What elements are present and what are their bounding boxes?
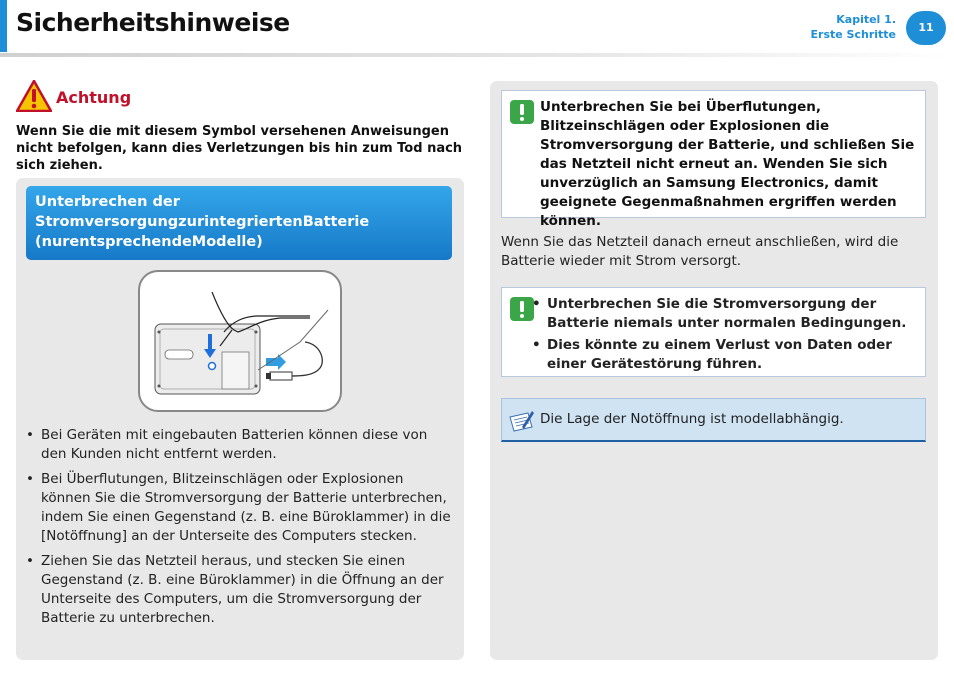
caution-heading bbox=[16, 80, 136, 114]
reconnect-note: Wenn Sie das Netzteil danach erneut anschließen, wird die Batterie wieder mit Strom versorgt. bbox=[501, 234, 899, 269]
header-divider bbox=[0, 53, 954, 57]
exclamation-icon bbox=[510, 100, 534, 124]
list-item: • Bei Geräten mit eingebauten Batterien können diese von den Kunden nicht entfernt werden. bbox=[26, 426, 456, 464]
list-item: • Ziehen Sie das Netzteil heraus, und stecken Sie einen Gegenstand (z. B. eine Büroklammer) in die Öffnung an der Unterseite des Computers, um die Stromversorgung der Batterie zu unterbrechen. bbox=[26, 552, 456, 628]
section-heading bbox=[26, 186, 452, 260]
exclamation-icon bbox=[510, 297, 534, 321]
notice-box bbox=[501, 90, 926, 229]
memo-text: Die Lage der Notöffnung ist modellabhängig. bbox=[540, 411, 844, 427]
section-bullet-list bbox=[26, 426, 456, 634]
page-number-badge: 11 bbox=[906, 11, 946, 45]
laptop-underside-illustration bbox=[140, 272, 340, 410]
warning-triangle-icon bbox=[16, 80, 52, 112]
battery-reset-illustration bbox=[138, 270, 342, 412]
section-heading-line-2: StromversorgungzurintegriertenBatterie bbox=[35, 214, 370, 230]
caution-label: Achtung bbox=[56, 88, 132, 107]
header-accent-bar bbox=[0, 0, 7, 52]
chapter-title: Erste Schritte bbox=[810, 28, 896, 41]
list-item: • Bei Überflutungen, Blitzeinschlägen oder Explosionen können Sie die Stromversorgung der Batterie unterbrechen, indem Sie einen Gegenstand (z. B. eine Büroklammer) in die [Notöffnung] an der Unterseite des Computers stecken. bbox=[26, 470, 456, 546]
memo-box bbox=[501, 398, 926, 442]
note-pencil-icon bbox=[508, 409, 534, 433]
notice-box bbox=[501, 287, 926, 377]
notice-bullet-list bbox=[532, 295, 922, 377]
page-title: Sicherheitshinweise bbox=[16, 8, 290, 37]
list-item: • Dies könnte zu einem Verlust von Daten oder einer Gerätestörung führen. bbox=[532, 336, 922, 374]
chapter-label bbox=[811, 12, 896, 42]
chapter-number: Kapitel 1. bbox=[836, 13, 896, 26]
caution-text: Wenn Sie die mit diesem Symbol versehenen Anweisungen nicht befolgen, kann dies Verletzungen bis hin zum Tod nach sich ziehen. bbox=[16, 124, 463, 173]
section-heading-line-1: Unterbrechen der bbox=[35, 194, 180, 210]
list-item: • Unterbrechen Sie die Stromversorgung der Batterie niemals unter normalen Bedingungen. bbox=[532, 295, 922, 333]
section-heading-line-3: (nurentsprechendeModelle) bbox=[35, 234, 263, 250]
notice-text: Unterbrechen Sie bei Überflutungen, Blitzeinschlägen oder Explosionen die Stromversorgung der Batterie, und schließen Sie das Netzteil nicht erneut an. Wenden Sie sich unverzüglich an Samsung Electronics, damit geeignete Gegenmaßnahmen ergriffen werden können. bbox=[540, 99, 915, 229]
